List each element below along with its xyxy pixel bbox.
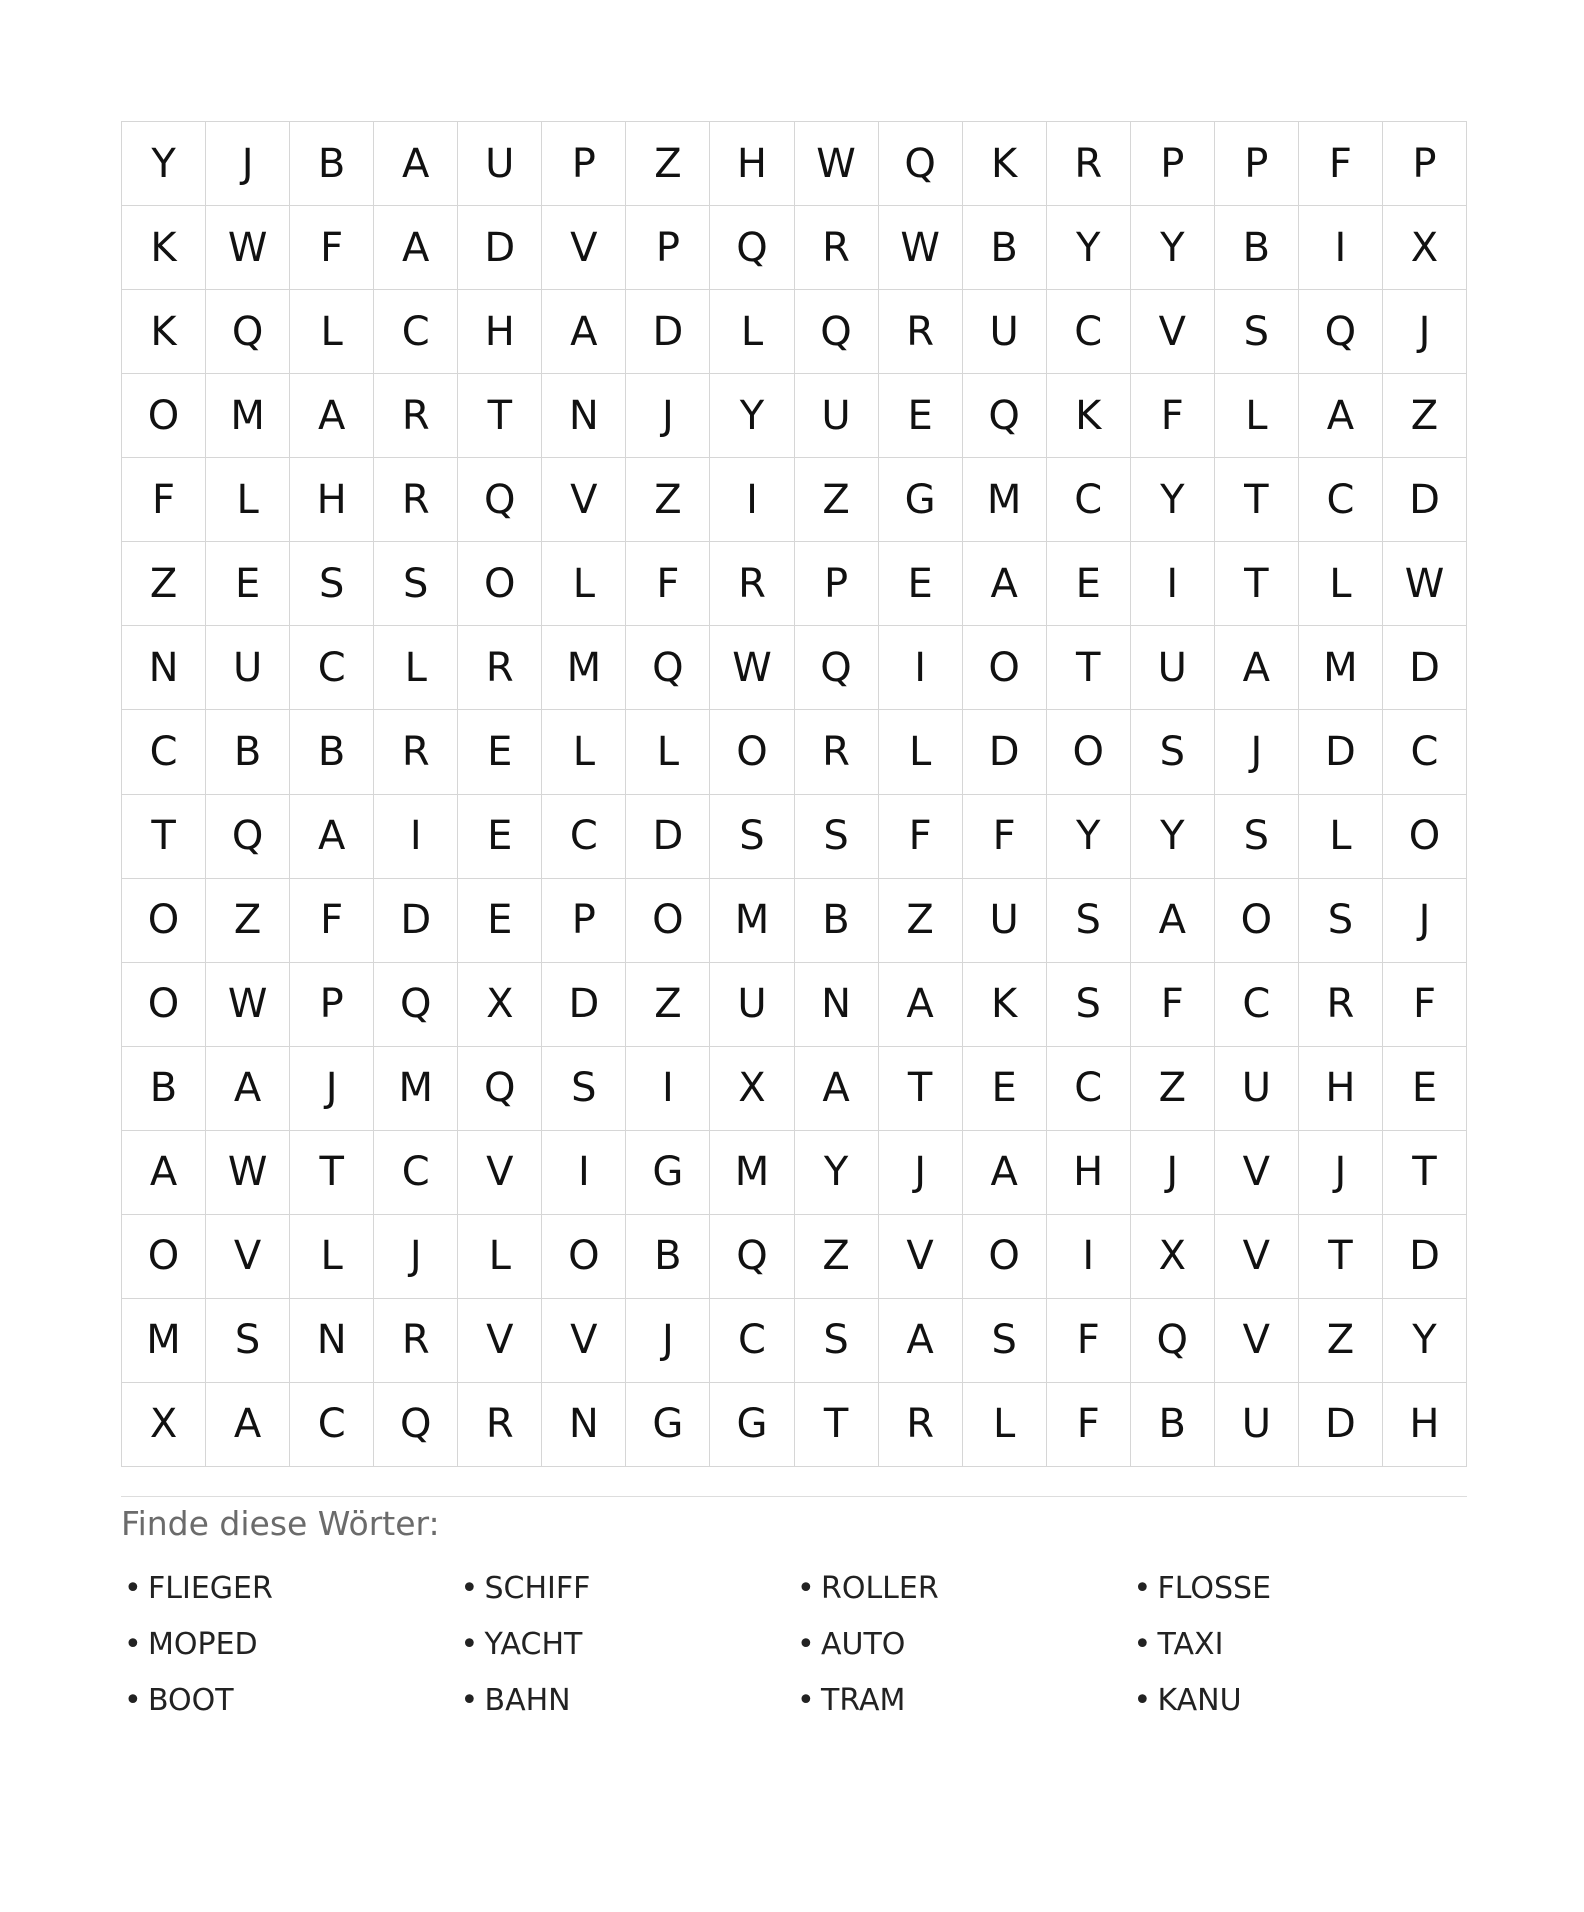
bullet-icon: • xyxy=(460,1682,479,1718)
grid-cell[interactable]: Y xyxy=(795,1131,879,1215)
bullet-icon: • xyxy=(124,1682,142,1718)
grid-cell[interactable]: C xyxy=(1047,290,1131,374)
grid-cell[interactable]: Q xyxy=(626,626,710,710)
grid-cell[interactable]: E xyxy=(879,374,963,458)
grid-cell[interactable]: S xyxy=(1047,879,1131,963)
grid-cell[interactable]: J xyxy=(1383,879,1467,963)
grid-cell[interactable]: A xyxy=(1131,879,1215,963)
grid-cell[interactable]: C xyxy=(374,290,458,374)
grid-cell[interactable]: V xyxy=(1215,1299,1299,1383)
grid-cell[interactable]: H xyxy=(1047,1131,1131,1215)
grid-cell[interactable]: S xyxy=(795,795,879,879)
grid-cell[interactable]: F xyxy=(1047,1383,1131,1467)
grid-cell[interactable]: S xyxy=(1299,879,1383,963)
grid-cell[interactable]: Q xyxy=(963,374,1047,458)
grid-cell[interactable]: H xyxy=(290,458,374,542)
grid-cell[interactable]: E xyxy=(963,1047,1047,1131)
word-label: KANU xyxy=(1157,1682,1242,1718)
grid-cell[interactable]: J xyxy=(1215,710,1299,794)
grid-cell[interactable]: K xyxy=(963,963,1047,1047)
grid-cell[interactable]: Y xyxy=(710,374,794,458)
grid-cell[interactable]: B xyxy=(795,879,879,963)
grid-cell[interactable]: K xyxy=(1047,374,1131,458)
grid-cell[interactable]: R xyxy=(710,542,794,626)
grid-cell[interactable]: T xyxy=(1215,542,1299,626)
grid-cell[interactable]: O xyxy=(626,879,710,963)
grid-cell[interactable]: D xyxy=(626,290,710,374)
grid-cell[interactable]: A xyxy=(206,1047,290,1131)
grid-cell[interactable]: L xyxy=(290,290,374,374)
word-list-item xyxy=(121,1560,458,1616)
word-label: TRAM xyxy=(821,1682,906,1718)
word-list-item xyxy=(794,1616,1131,1672)
grid-cell[interactable]: M xyxy=(710,1131,794,1215)
grid-cell[interactable]: J xyxy=(206,122,290,206)
grid-cell[interactable]: S xyxy=(206,1299,290,1383)
grid-cell[interactable]: S xyxy=(795,1299,879,1383)
grid-cell[interactable]: L xyxy=(963,1383,1047,1467)
grid-cell[interactable]: Z xyxy=(626,963,710,1047)
grid-cell[interactable]: W xyxy=(206,963,290,1047)
grid-cell[interactable]: Q xyxy=(458,458,542,542)
bullet-icon: • xyxy=(460,1626,479,1662)
grid-cell[interactable]: V xyxy=(458,1299,542,1383)
grid-cell[interactable]: E xyxy=(458,879,542,963)
grid-cell[interactable]: D xyxy=(1299,1383,1383,1467)
grid-cell[interactable]: E xyxy=(458,710,542,794)
grid-cell[interactable]: H xyxy=(710,122,794,206)
grid-cell[interactable]: U xyxy=(458,122,542,206)
grid-cell[interactable]: Q xyxy=(795,290,879,374)
grid-cell[interactable]: R xyxy=(458,1383,542,1467)
grid-cell[interactable]: C xyxy=(1047,1047,1131,1131)
bullet-icon: • xyxy=(1133,1682,1152,1718)
grid-cell[interactable]: D xyxy=(374,879,458,963)
grid-cell[interactable]: R xyxy=(795,206,879,290)
grid-cell[interactable]: C xyxy=(122,710,206,794)
grid-cell[interactable]: D xyxy=(626,795,710,879)
grid-cell[interactable]: B xyxy=(1131,1383,1215,1467)
grid-cell[interactable]: P xyxy=(1215,122,1299,206)
grid-cell[interactable]: X xyxy=(1383,206,1467,290)
grid-cell[interactable]: S xyxy=(1047,963,1131,1047)
grid-cell[interactable]: R xyxy=(374,458,458,542)
grid-cell[interactable]: C xyxy=(710,1299,794,1383)
grid-cell[interactable]: J xyxy=(374,1215,458,1299)
grid-cell[interactable]: Q xyxy=(710,206,794,290)
grid-cell[interactable]: C xyxy=(1047,458,1131,542)
grid-cell[interactable]: V xyxy=(542,1299,626,1383)
grid-cell[interactable]: R xyxy=(458,626,542,710)
grid-cell[interactable]: Z xyxy=(1383,374,1467,458)
grid-cell[interactable]: B xyxy=(206,710,290,794)
grid-cell[interactable]: A xyxy=(374,206,458,290)
grid-cell[interactable]: N xyxy=(542,1383,626,1467)
grid-cell[interactable]: O xyxy=(963,1215,1047,1299)
grid-cell[interactable]: Q xyxy=(710,1215,794,1299)
grid-cell[interactable]: A xyxy=(879,1299,963,1383)
grid-cell[interactable]: W xyxy=(710,626,794,710)
word-list xyxy=(121,1560,1467,1728)
grid-cell[interactable]: S xyxy=(1215,290,1299,374)
grid-cell[interactable]: R xyxy=(879,290,963,374)
grid-cell[interactable]: A xyxy=(795,1047,879,1131)
grid-cell[interactable]: I xyxy=(626,1047,710,1131)
grid-cell[interactable]: Q xyxy=(374,1383,458,1467)
grid-cell[interactable]: Q xyxy=(374,963,458,1047)
grid-cell[interactable]: V xyxy=(542,206,626,290)
grid-cell[interactable]: Q xyxy=(1131,1299,1215,1383)
grid-cell[interactable]: F xyxy=(1131,374,1215,458)
grid-cell[interactable]: G xyxy=(626,1383,710,1467)
word-list-item xyxy=(1131,1672,1468,1728)
grid-cell[interactable]: S xyxy=(542,1047,626,1131)
bullet-icon: • xyxy=(1133,1626,1152,1662)
grid-cell[interactable]: M xyxy=(1299,626,1383,710)
grid-cell[interactable]: C xyxy=(1383,710,1467,794)
word-label: BOOT xyxy=(148,1682,234,1718)
grid-cell[interactable]: Q xyxy=(795,626,879,710)
grid-cell[interactable]: S xyxy=(710,795,794,879)
grid-cell[interactable]: Q xyxy=(879,122,963,206)
grid-cell[interactable]: M xyxy=(374,1047,458,1131)
grid-cell[interactable]: N xyxy=(122,626,206,710)
grid-cell[interactable]: E xyxy=(206,542,290,626)
word-list-item xyxy=(794,1560,1131,1616)
grid-cell[interactable]: U xyxy=(963,290,1047,374)
grid-cell[interactable]: N xyxy=(795,963,879,1047)
grid-cell[interactable]: G xyxy=(710,1383,794,1467)
grid-cell[interactable]: T xyxy=(290,1131,374,1215)
word-list-item xyxy=(1131,1616,1468,1672)
word-list-item xyxy=(121,1616,458,1672)
grid-cell[interactable]: U xyxy=(795,374,879,458)
grid-cell[interactable]: D xyxy=(1383,458,1467,542)
grid-cell[interactable]: J xyxy=(1383,290,1467,374)
grid-cell[interactable]: Z xyxy=(795,458,879,542)
grid-cell[interactable]: Z xyxy=(879,879,963,963)
grid-cell[interactable]: F xyxy=(1383,963,1467,1047)
grid-cell[interactable]: V xyxy=(206,1215,290,1299)
grid-cell[interactable]: D xyxy=(1299,710,1383,794)
grid-cell[interactable]: C xyxy=(290,626,374,710)
grid-cell[interactable]: Q xyxy=(206,795,290,879)
grid-cell[interactable]: B xyxy=(1215,206,1299,290)
grid-cell[interactable]: R xyxy=(374,710,458,794)
grid-cell[interactable]: O xyxy=(122,963,206,1047)
grid-cell[interactable]: B xyxy=(290,122,374,206)
grid-cell[interactable]: Q xyxy=(458,1047,542,1131)
grid-cell[interactable]: F xyxy=(290,206,374,290)
grid-cell[interactable]: F xyxy=(122,458,206,542)
word-label: FLOSSE xyxy=(1157,1570,1272,1606)
grid-cell[interactable]: C xyxy=(1215,963,1299,1047)
grid-cell[interactable]: N xyxy=(542,374,626,458)
grid-cell[interactable]: U xyxy=(206,626,290,710)
grid-cell[interactable]: Z xyxy=(626,122,710,206)
grid-cell[interactable]: L xyxy=(542,542,626,626)
grid-cell[interactable]: V xyxy=(879,1215,963,1299)
grid-cell[interactable]: C xyxy=(290,1383,374,1467)
word-label: AUTO xyxy=(821,1626,906,1662)
grid-cell[interactable]: G xyxy=(879,458,963,542)
grid-cell[interactable]: R xyxy=(795,710,879,794)
grid-cell[interactable]: W xyxy=(795,122,879,206)
grid-cell[interactable]: P xyxy=(290,963,374,1047)
grid-cell[interactable]: F xyxy=(290,879,374,963)
grid-cell[interactable]: P xyxy=(1383,122,1467,206)
grid-cell[interactable]: L xyxy=(206,458,290,542)
word-list-heading: Finde diese Wörter: xyxy=(121,1504,440,1543)
grid-cell[interactable]: H xyxy=(1383,1383,1467,1467)
grid-cell[interactable]: F xyxy=(1299,122,1383,206)
grid-cell[interactable]: F xyxy=(963,795,1047,879)
grid-cell[interactable]: H xyxy=(458,290,542,374)
grid-cell[interactable]: Y xyxy=(1047,795,1131,879)
word-list-item xyxy=(458,1560,795,1616)
grid-cell[interactable]: A xyxy=(1215,626,1299,710)
word-list-item xyxy=(458,1672,795,1728)
grid-cell[interactable]: P xyxy=(542,122,626,206)
grid-cell[interactable]: D xyxy=(1383,626,1467,710)
grid-cell[interactable]: F xyxy=(626,542,710,626)
grid-cell[interactable]: S xyxy=(1131,710,1215,794)
grid-cell[interactable]: D xyxy=(542,963,626,1047)
grid-cell[interactable]: Z xyxy=(795,1215,879,1299)
grid-cell[interactable]: L xyxy=(879,710,963,794)
grid-cell[interactable]: B xyxy=(626,1215,710,1299)
bullet-icon: • xyxy=(797,1682,815,1718)
grid-cell[interactable]: R xyxy=(374,1299,458,1383)
grid-cell[interactable]: A xyxy=(290,795,374,879)
grid-cell[interactable]: O xyxy=(122,374,206,458)
grid-cell[interactable]: L xyxy=(1299,795,1383,879)
grid-cell[interactable]: T xyxy=(1299,1215,1383,1299)
word-label: SCHIFF xyxy=(484,1570,591,1606)
divider xyxy=(121,1496,1467,1497)
grid-cell[interactable]: Z xyxy=(626,458,710,542)
grid-cell[interactable]: W xyxy=(1383,542,1467,626)
grid-cell[interactable]: C xyxy=(374,1131,458,1215)
grid-cell[interactable]: V xyxy=(542,458,626,542)
grid-cell[interactable]: J xyxy=(290,1047,374,1131)
grid-cell[interactable]: Q xyxy=(206,290,290,374)
grid-cell[interactable]: L xyxy=(542,710,626,794)
word-label: ROLLER xyxy=(821,1570,939,1606)
grid-cell[interactable]: E xyxy=(1047,542,1131,626)
grid-cell[interactable]: S xyxy=(963,1299,1047,1383)
grid-cell[interactable]: A xyxy=(290,374,374,458)
grid-cell[interactable]: X xyxy=(710,1047,794,1131)
grid-cell[interactable]: Y xyxy=(1131,795,1215,879)
grid-cell[interactable]: P xyxy=(626,206,710,290)
grid-cell[interactable]: D xyxy=(1383,1215,1467,1299)
grid-cell[interactable]: A xyxy=(1299,374,1383,458)
word-list-item xyxy=(121,1672,458,1728)
grid-cell[interactable]: O xyxy=(122,879,206,963)
grid-cell[interactable]: V xyxy=(458,1131,542,1215)
grid-cell[interactable]: R xyxy=(1047,122,1131,206)
grid-cell[interactable]: M xyxy=(963,458,1047,542)
grid-cell[interactable]: D xyxy=(458,206,542,290)
grid-cell[interactable]: I xyxy=(1047,1215,1131,1299)
grid-cell[interactable]: Z xyxy=(1299,1299,1383,1383)
grid-cell[interactable]: Z xyxy=(122,542,206,626)
grid-cell[interactable]: T xyxy=(1383,1131,1467,1215)
bullet-icon: • xyxy=(124,1570,142,1606)
grid-cell[interactable]: F xyxy=(1047,1299,1131,1383)
grid-cell[interactable]: T xyxy=(795,1383,879,1467)
grid-cell[interactable]: J xyxy=(1131,1131,1215,1215)
grid-cell[interactable]: E xyxy=(1383,1047,1467,1131)
grid-cell[interactable]: Z xyxy=(1131,1047,1215,1131)
grid-cell[interactable]: E xyxy=(879,542,963,626)
grid-cell[interactable]: O xyxy=(963,626,1047,710)
grid-cell[interactable]: J xyxy=(879,1131,963,1215)
grid-cell[interactable]: W xyxy=(206,1131,290,1215)
word-label: BAHN xyxy=(484,1682,571,1718)
grid-cell[interactable]: H xyxy=(1299,1047,1383,1131)
grid-cell[interactable]: L xyxy=(290,1215,374,1299)
grid-cell[interactable]: O xyxy=(710,710,794,794)
grid-cell[interactable]: K xyxy=(122,290,206,374)
bullet-icon: • xyxy=(797,1570,815,1606)
grid-cell[interactable]: B xyxy=(963,206,1047,290)
bullet-icon: • xyxy=(1133,1570,1152,1606)
grid-cell[interactable]: O xyxy=(542,1215,626,1299)
word-list-item xyxy=(458,1616,795,1672)
grid-cell[interactable]: L xyxy=(1215,374,1299,458)
grid-cell[interactable]: A xyxy=(879,963,963,1047)
grid-cell[interactable]: A xyxy=(206,1383,290,1467)
grid-cell[interactable]: I xyxy=(710,458,794,542)
grid-cell[interactable]: O xyxy=(458,542,542,626)
word-label: FLIEGER xyxy=(148,1570,273,1606)
grid-cell[interactable]: M xyxy=(206,374,290,458)
grid-cell[interactable]: P xyxy=(795,542,879,626)
grid-cell[interactable]: I xyxy=(542,1131,626,1215)
word-label: TAXI xyxy=(1157,1626,1224,1662)
letter-grid xyxy=(121,121,1467,1467)
grid-cell[interactable]: W xyxy=(206,206,290,290)
grid-cell[interactable]: L xyxy=(1299,542,1383,626)
grid-cell[interactable]: J xyxy=(626,374,710,458)
grid-cell[interactable]: L xyxy=(374,626,458,710)
grid-cell[interactable]: K xyxy=(963,122,1047,206)
grid-cell[interactable]: F xyxy=(879,795,963,879)
grid-cell[interactable]: A xyxy=(963,542,1047,626)
grid-cell[interactable]: V xyxy=(1215,1215,1299,1299)
grid-cell[interactable]: E xyxy=(458,795,542,879)
grid-cell[interactable]: Z xyxy=(206,879,290,963)
grid-cell[interactable]: Y xyxy=(1047,206,1131,290)
grid-cell[interactable]: U xyxy=(710,963,794,1047)
grid-cell[interactable]: U xyxy=(1131,626,1215,710)
grid-cell[interactable]: O xyxy=(1383,795,1467,879)
grid-cell[interactable]: P xyxy=(1131,122,1215,206)
grid-cell[interactable]: T xyxy=(1047,626,1131,710)
grid-cell[interactable]: V xyxy=(1215,1131,1299,1215)
grid-cell[interactable]: X xyxy=(1131,1215,1215,1299)
grid-cell[interactable]: V xyxy=(1131,290,1215,374)
grid-cell[interactable]: L xyxy=(626,710,710,794)
grid-cell[interactable]: A xyxy=(374,122,458,206)
grid-cell[interactable]: T xyxy=(122,795,206,879)
grid-cell[interactable]: A xyxy=(963,1131,1047,1215)
grid-cell[interactable]: U xyxy=(963,879,1047,963)
grid-cell[interactable]: S xyxy=(290,542,374,626)
grid-cell[interactable]: O xyxy=(1047,710,1131,794)
grid-cell[interactable]: R xyxy=(879,1383,963,1467)
grid-cell[interactable]: M xyxy=(542,626,626,710)
grid-cell[interactable]: U xyxy=(1215,1047,1299,1131)
grid-cell[interactable]: I xyxy=(374,795,458,879)
grid-cell[interactable]: D xyxy=(963,710,1047,794)
grid-cell[interactable]: J xyxy=(1299,1131,1383,1215)
grid-cell[interactable]: Y xyxy=(1131,458,1215,542)
grid-cell[interactable]: N xyxy=(290,1299,374,1383)
grid-cell[interactable]: G xyxy=(626,1131,710,1215)
grid-cell[interactable]: K xyxy=(122,206,206,290)
bullet-icon: • xyxy=(797,1626,815,1662)
grid-cell[interactable]: P xyxy=(542,879,626,963)
grid-cell[interactable]: W xyxy=(879,206,963,290)
grid-cell[interactable]: T xyxy=(458,374,542,458)
grid-cell[interactable]: X xyxy=(458,963,542,1047)
grid-cell[interactable]: B xyxy=(122,1047,206,1131)
grid-cell[interactable]: C xyxy=(1299,458,1383,542)
grid-cell[interactable]: R xyxy=(374,374,458,458)
grid-cell[interactable]: Q xyxy=(1299,290,1383,374)
grid-cell[interactable]: F xyxy=(1131,963,1215,1047)
grid-cell[interactable]: M xyxy=(122,1299,206,1383)
word-label: MOPED xyxy=(148,1626,258,1662)
grid-cell[interactable]: Y xyxy=(1383,1299,1467,1383)
grid-cell[interactable]: Y xyxy=(1131,206,1215,290)
grid-cell[interactable]: O xyxy=(1215,879,1299,963)
word-list-item xyxy=(1131,1560,1468,1616)
grid-cell[interactable]: J xyxy=(626,1299,710,1383)
grid-cell[interactable]: A xyxy=(122,1131,206,1215)
word-label: YACHT xyxy=(484,1626,583,1662)
grid-cell[interactable]: L xyxy=(458,1215,542,1299)
grid-cell[interactable]: U xyxy=(1215,1383,1299,1467)
bullet-icon: • xyxy=(124,1626,142,1662)
grid-cell[interactable]: R xyxy=(1299,963,1383,1047)
grid-cell[interactable]: C xyxy=(542,795,626,879)
grid-cell[interactable]: I xyxy=(1299,206,1383,290)
bullet-icon: • xyxy=(460,1570,479,1606)
grid-cell[interactable]: S xyxy=(1215,795,1299,879)
grid-cell[interactable]: Y xyxy=(122,122,206,206)
grid-cell[interactable]: X xyxy=(122,1383,206,1467)
grid-cell[interactable]: L xyxy=(710,290,794,374)
grid-cell[interactable]: A xyxy=(542,290,626,374)
grid-cell[interactable]: S xyxy=(374,542,458,626)
grid-cell[interactable]: M xyxy=(710,879,794,963)
grid-cell[interactable]: B xyxy=(290,710,374,794)
grid-cell[interactable]: T xyxy=(879,1047,963,1131)
grid-cell[interactable]: T xyxy=(1215,458,1299,542)
grid-cell[interactable]: I xyxy=(879,626,963,710)
grid-cell[interactable]: I xyxy=(1131,542,1215,626)
grid-cell[interactable]: O xyxy=(122,1215,206,1299)
word-list-item xyxy=(794,1672,1131,1728)
